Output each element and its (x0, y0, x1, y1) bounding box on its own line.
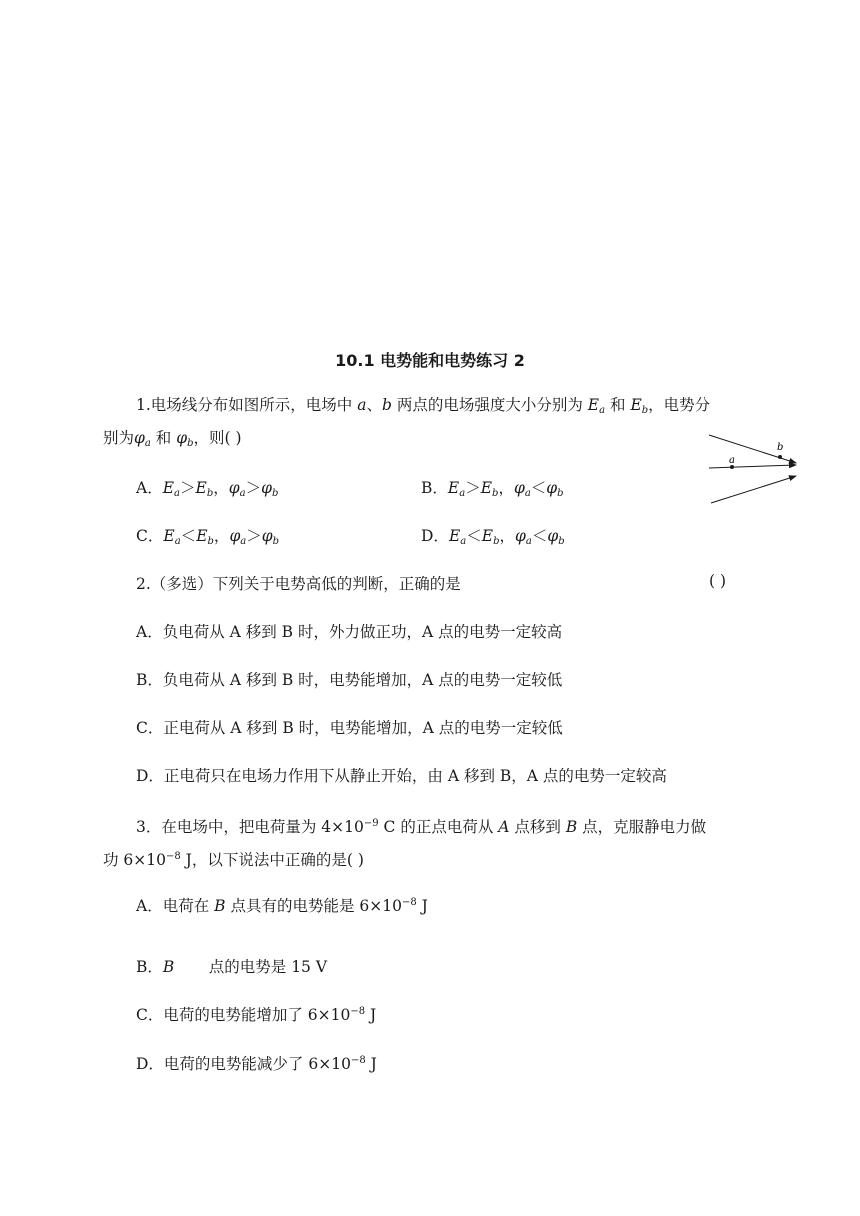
sub: a (460, 536, 467, 547)
page-title: 10.1 电势能和电势练习 2 (335, 351, 525, 370)
q1-option-d (421, 524, 565, 547)
text: C 的正点电荷从 (378, 818, 499, 836)
text: 点具有的电势能是 6×10 (225, 897, 402, 915)
q3-option-b (136, 955, 327, 977)
relation: ＜ (180, 527, 197, 545)
q2-option-d: D．正电荷只在电场力作用下从静止开始，由 A 移到 B，A 点的电势一定较高 (136, 767, 667, 785)
text: 和 (605, 396, 631, 414)
sub: b (492, 488, 499, 499)
text: 别为 (103, 429, 135, 447)
sub: a (524, 488, 531, 499)
q2-option-b: B．负电荷从 A 移到 B 时，电势能增加，A 点的电势一定较低 (136, 671, 563, 689)
relation: ＜ (530, 479, 547, 497)
point-b-label: b (777, 442, 784, 453)
text: C．电荷的电势能增加了 6×10 (136, 1006, 351, 1024)
text: ， (213, 527, 230, 545)
text: ， (499, 527, 515, 545)
text: 点的电势是 15 V (174, 958, 328, 976)
phi-symbol: φ (229, 527, 241, 545)
q1-option-c (136, 524, 279, 547)
phi-symbol: φ (261, 527, 273, 545)
sub: a (525, 536, 532, 547)
sub: a (174, 488, 180, 499)
point-B: B (162, 958, 175, 976)
sub: b (207, 536, 214, 547)
point-A: A (498, 818, 510, 836)
E-symbol: E (196, 527, 208, 545)
E-symbol: E (195, 479, 207, 497)
sub-a: a (599, 405, 606, 416)
E-symbol: E (480, 479, 493, 497)
E-symbol: E (587, 396, 600, 414)
phi-symbol: φ (513, 479, 525, 497)
sub: a (174, 536, 181, 547)
text: A．电荷在 (136, 897, 215, 915)
text: ，则( ) (193, 429, 242, 447)
text: 点移到 (509, 818, 566, 836)
point-B: B (214, 897, 226, 915)
E-symbol: E (448, 527, 461, 545)
phi-symbol: φ (134, 429, 145, 447)
sub: b (206, 488, 214, 499)
q2-stem: 2.（多选）下列关于电势高低的判断，正确的是 (136, 575, 461, 593)
point-a-label: a (729, 455, 735, 466)
text: ， (498, 479, 514, 497)
q2-answer-paren: ( ) (709, 572, 727, 590)
relation: ＞ (245, 479, 262, 497)
q1-stem-line1 (136, 394, 710, 422)
option-label: C． (136, 527, 164, 545)
text: 和 (150, 429, 177, 447)
exponent: −8 (350, 1006, 366, 1017)
text: 、 (366, 396, 382, 414)
text: 两点的电场强度大小分别为 (391, 396, 588, 414)
E-symbol: E (162, 479, 175, 497)
phi-symbol: φ (515, 527, 526, 545)
field-line-bottom (711, 476, 796, 503)
unit: J (365, 1055, 377, 1073)
sub: b (558, 536, 565, 547)
q1-option-b (421, 476, 564, 499)
exponent: −8 (350, 1055, 366, 1066)
text: 功 6×10 (103, 851, 166, 869)
option-label: A． (136, 479, 163, 497)
q3-option-a (136, 894, 428, 916)
text: ， (213, 479, 229, 497)
q2-option-a: A．负电荷从 A 移到 B 时，外力做正功，A 点的电势一定较高 (136, 623, 563, 641)
q3-option-c (136, 1003, 376, 1025)
sub: b (271, 488, 279, 499)
phi-symbol: φ (546, 479, 558, 497)
E-symbol: E (481, 527, 494, 545)
q3-stem-line1 (136, 813, 706, 838)
text: J，以下说法中正确的是( ) (180, 851, 364, 869)
sub: b (557, 488, 564, 499)
q3-option-d (136, 1052, 377, 1074)
option-label: B． (136, 958, 163, 976)
relation: ＞ (180, 479, 196, 497)
var-a: a (357, 396, 367, 414)
q1-stem-line2 (103, 427, 242, 455)
relation: ＜ (531, 527, 548, 545)
field-lines-figure (700, 425, 810, 510)
sub-b: b (641, 405, 649, 416)
point-b-dot (778, 455, 782, 459)
sub: a (240, 536, 247, 547)
text: D．电荷的电势能减少了 6×10 (136, 1055, 351, 1073)
point-B: B (565, 818, 578, 836)
exponent: −8 (166, 851, 181, 862)
E-symbol: E (447, 479, 460, 497)
field-line-middle (709, 465, 796, 468)
relation: ＞ (465, 479, 481, 497)
phi-symbol: φ (261, 479, 272, 497)
q1-option-a (136, 476, 278, 499)
var-b: b (381, 396, 392, 414)
q3-stem-line2 (103, 846, 364, 871)
sub: a (239, 488, 246, 499)
q2-option-c: C．正电荷从 A 移到 B 时，电势能增加，A 点的电势一定较低 (136, 719, 563, 737)
relation: ＞ (246, 527, 262, 545)
phi-symbol: φ (547, 527, 559, 545)
sub-b: b (187, 438, 194, 449)
sub: b (272, 536, 280, 547)
text: 点，克服静电力做 (577, 818, 707, 836)
text: 1.电场线分布如图所示，电场中 (136, 396, 358, 414)
text: 3．在电场中，把电荷量为 4×10 (136, 818, 364, 836)
sub: b (493, 536, 500, 547)
exponent: −8 (401, 897, 417, 908)
phi-symbol: φ (228, 479, 240, 497)
unit: J (416, 897, 428, 915)
text: ，电势分 (648, 396, 711, 414)
sub: a (459, 488, 466, 499)
unit: J (365, 1006, 377, 1024)
option-label: D． (421, 527, 449, 545)
E-symbol: E (630, 396, 642, 414)
phi-symbol: φ (176, 429, 188, 447)
E-symbol: E (163, 527, 175, 545)
relation: ＜ (466, 527, 482, 545)
exponent: −9 (363, 818, 379, 829)
option-label: B． (421, 479, 448, 497)
sub-a: a (144, 438, 151, 449)
